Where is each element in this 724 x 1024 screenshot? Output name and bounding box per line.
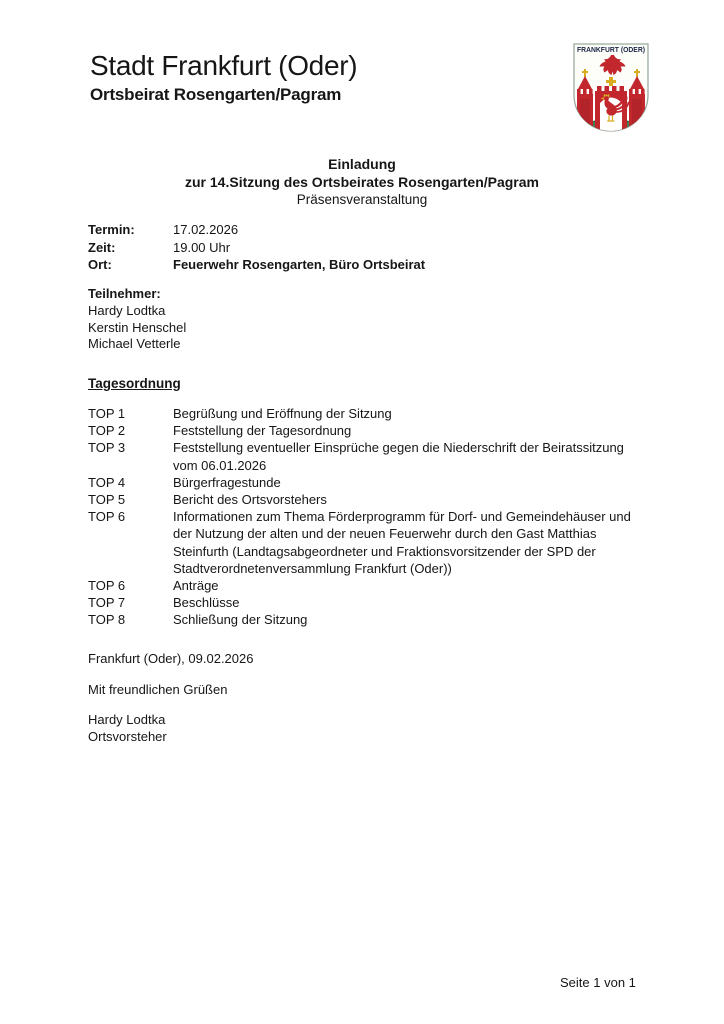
agenda-row [88, 611, 645, 628]
agenda-top-label: TOP 2 [88, 423, 126, 439]
meta-row-ort [88, 256, 645, 274]
meta-row-zeit [88, 239, 645, 257]
agenda-item-text: Bericht des Ortsvorstehers [173, 492, 327, 508]
agenda-row [88, 508, 645, 577]
agenda-top-label: TOP 4 [88, 474, 126, 490]
meeting-meta [88, 221, 645, 274]
agenda-list [88, 405, 645, 629]
invitation-title: Einladung [328, 156, 396, 172]
meta-value: 17.02.2026 [173, 222, 239, 237]
agenda-item-text: Beschlüsse [173, 595, 240, 611]
agenda-row [88, 577, 645, 594]
signature-block [88, 711, 167, 745]
participants-block [88, 286, 186, 353]
meta-label: Termin: [88, 222, 135, 237]
participant-name: Hardy Lodtka [88, 302, 166, 318]
agenda-row [88, 474, 645, 491]
signer-name: Hardy Lodtka [88, 712, 166, 727]
agenda-top-label: TOP 7 [88, 595, 126, 611]
agenda-row [88, 405, 645, 422]
agenda-row [88, 439, 645, 473]
signer-role: Ortsvorsteher [88, 729, 167, 744]
participant-name: Michael Vetterle [88, 336, 181, 352]
invitation-title-block [0, 156, 724, 209]
agenda-item-text: Schließung der Sitzung [173, 612, 308, 628]
agenda-item-text: Feststellung eventueller Einsprüche gegen die Niederschrift der Beiratssitzung vom 06.01.2026 [173, 440, 624, 473]
board-subtitle: Ortsbeirat Rosengarten/Pagram [90, 85, 342, 104]
meta-value: 19.00 Uhr [173, 239, 231, 255]
meta-value: Feuerwehr Rosengarten, Büro Ortsbeirat [173, 257, 426, 272]
city-title: Stadt Frankfurt (Oder) [90, 50, 358, 81]
agenda-item-text: Feststellung der Tagesordnung [173, 423, 352, 439]
meta-label: Ort: [88, 257, 112, 272]
meta-label: Zeit: [88, 239, 116, 255]
agenda-item-text: Begrüßung und Eröffnung der Sitzung [173, 406, 392, 421]
participant-name: Kerstin Henschel [88, 319, 187, 335]
agenda-item-text: Informationen zum Thema Förderprogramm für Dorf- und Gemeindehäuser und der Nutzung der alten und der neuen Feuerwehr durch den Gast Matthias Steinfurth (Landtagsabgeordneter und Fraktionsvorsitzender der SPD der Stadtverordnetenversammlung Frankfurt (Oder)) [173, 509, 631, 576]
agenda-row [88, 422, 645, 439]
letterhead [90, 50, 357, 105]
meta-row-termin [88, 221, 645, 239]
closing-greeting: Mit freundlichen Grüßen [88, 682, 228, 697]
agenda-item-text: Bürgerfragestunde [173, 474, 281, 490]
frankfurt-oder-crest-icon [569, 39, 653, 136]
agenda-item-text: Anträge [173, 578, 219, 594]
agenda-heading: Tagesordnung [88, 376, 181, 391]
agenda-row [88, 491, 645, 508]
participants-heading: Teilnehmer: [88, 286, 161, 301]
agenda-row [88, 594, 645, 611]
agenda-top-label: TOP 6 [88, 509, 126, 525]
agenda-top-label: TOP 5 [88, 492, 126, 508]
agenda-top-label: TOP 8 [88, 612, 126, 628]
invitation-subtitle: zur 14.Sitzung des Ortsbeirates Rosengarten/Pagram [185, 173, 539, 190]
crest-caption: FRANKFURT (ODER) [577, 47, 645, 54]
event-type: Präsensveranstaltung [296, 192, 428, 207]
agenda-top-label: TOP 3 [88, 440, 126, 456]
page-indicator: Seite 1 von 1 [560, 975, 636, 990]
agenda-top-label: TOP 6 [88, 578, 126, 594]
agenda-top-label: TOP 1 [88, 406, 126, 421]
place-and-date: Frankfurt (Oder), 09.02.2026 [88, 651, 254, 666]
coat-of-arms [569, 39, 653, 136]
